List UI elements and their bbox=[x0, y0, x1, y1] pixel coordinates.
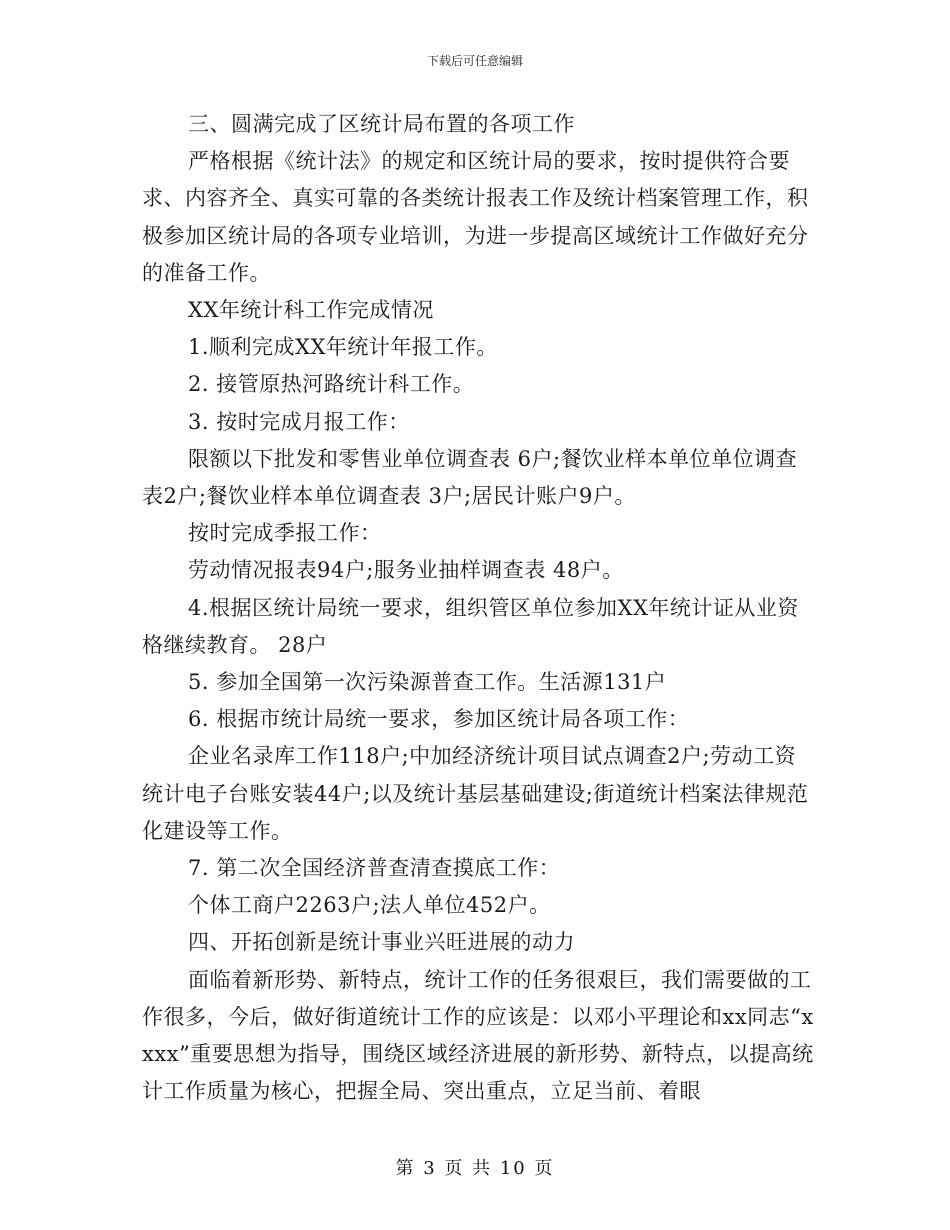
body-paragraph: 企业名录库工作118户;中加经济统计项目试点调查2户;劳动工资统计电子台账安装44户;以及统计基层基础建设;街道统计档案法律规范化建设等工作。 bbox=[142, 744, 809, 843]
list-item: 1.顺利完成XX年统计年报工作。 bbox=[188, 335, 498, 360]
body-paragraph: 劳动情况报表94户;服务业抽样调查表 48户。 bbox=[188, 558, 624, 583]
section-heading-3: 三、圆满完成了区统计局布置的各项工作 bbox=[188, 112, 575, 136]
section-heading-4: 四、开拓创新是统计事业兴旺进展的动力 bbox=[188, 930, 575, 955]
page-header: 下载后可任意编辑 bbox=[426, 54, 523, 68]
document-body bbox=[142, 106, 814, 1110]
list-item: 2. 接管原热河路统计科工作。 bbox=[188, 372, 475, 397]
list-item: 6. 根据市统计局统一要求，参加区统计局各项工作： bbox=[188, 707, 690, 732]
list-item: 3. 按时完成月报工作： bbox=[188, 409, 410, 434]
body-paragraph: 限额以下批发和零售业单位调查表 6户;餐饮业样本单位单位调查表2户;餐饮业样本单位调查表 3户;居民计账户9户。 bbox=[142, 446, 798, 509]
body-paragraph: 面临着新形势、新特点，统计工作的任务很艰巨，我们需要做的工作很多，今后，做好街道统计工作的应该是：以邓小平理论和xx同志“xxxx”重要思想为指导，围绕区域经济进展的新形势、新特点，以提高统计工作质量为核心，把握全局、突出重点，立足当前、着眼 bbox=[142, 967, 814, 1104]
page-number: 第 3 页 共 10 页 bbox=[395, 1158, 555, 1179]
body-paragraph: 按时完成季报工作： bbox=[188, 521, 382, 546]
list-item: 4.根据区统计局统一要求，组织管区单位参加XX年统计证从业资格继续教育。 28户 bbox=[142, 595, 799, 657]
list-item: 7. 第二次全国经济普查清查摸底工作： bbox=[188, 856, 561, 881]
body-paragraph: 严格根据《统计法》的规定和区统计局的要求，按时提供符合要求、内容齐全、真实可靠的各类统计报表工作及统计档案管理工作，积极参加区统计局的各项专业培训，为进一步提高区域统计工作做好充分的准备工作。 bbox=[142, 149, 809, 285]
subheading: XX年统计科工作完成情况 bbox=[188, 298, 434, 323]
body-paragraph: 个体工商户2263户;法人单位452户。 bbox=[188, 893, 551, 918]
list-item: 5. 参加全国第一次污染源普查工作。生活源131户 bbox=[188, 670, 667, 695]
